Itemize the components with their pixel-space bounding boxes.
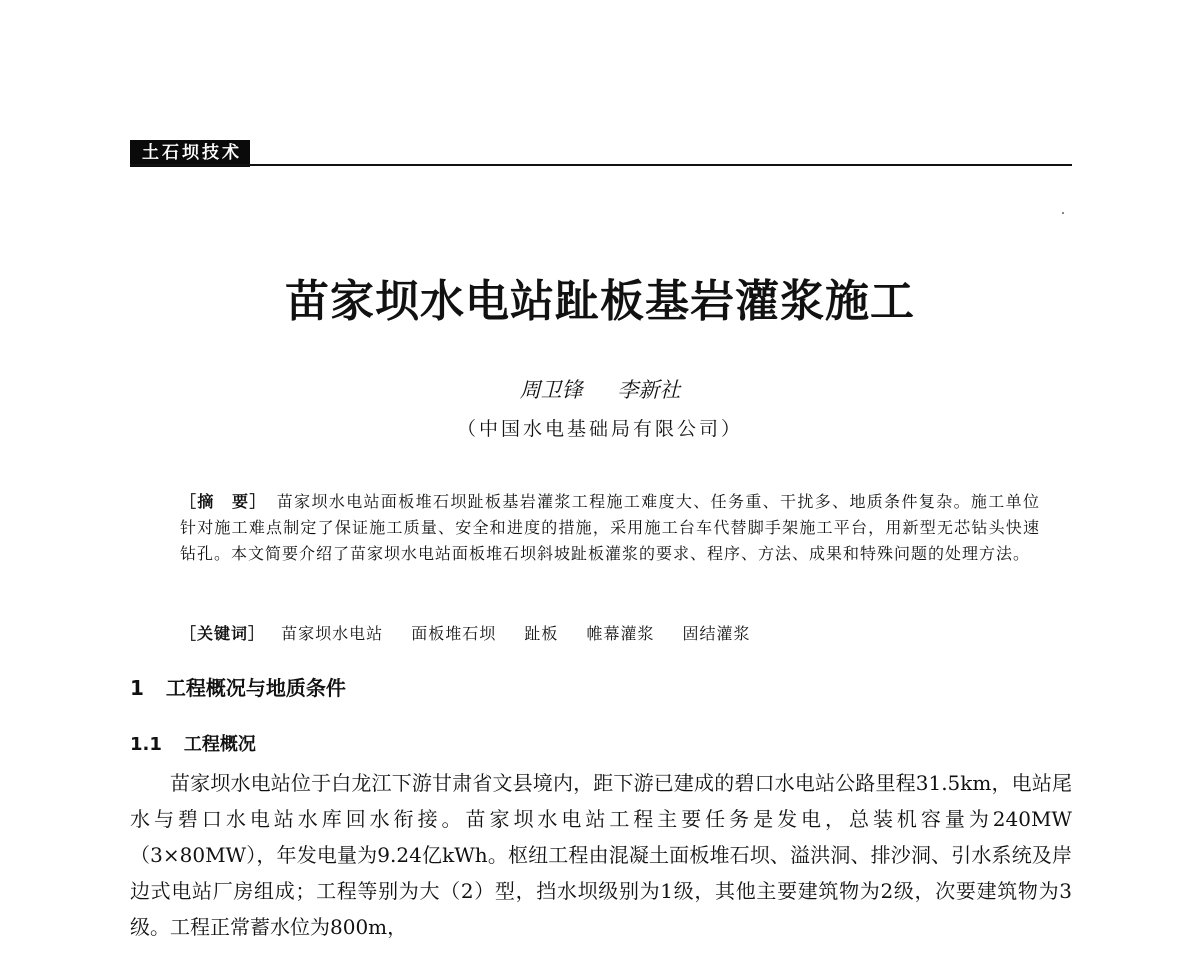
keywords-label: ［关键词］: [180, 624, 266, 643]
section-title: 工程概况与地质条件: [165, 676, 346, 700]
body-paragraph: 苗家坝水电站位于白龙江下游甘肃省文县境内，距下游已建成的碧口水电站公路里程31.5km，电站尾水与碧口水电站水库回水衔接。苗家坝水电站工程主要任务是发电，总装机容量为240MW（3×80MW），年发电量为9.24亿kWh。枢纽工程由混凝土面板堆石坝、溢洪洞、排沙洞、引水系统及岸边式电站厂房组成；工程等别为大（2）型，挡水坝级别为1级，其他主要建筑物为2级，次要建筑物为3级。工程正常蓄水位为800m，: [130, 771, 1072, 939]
keyword: 固结灌浆: [682, 624, 751, 643]
keyword: 面板堆石坝: [411, 624, 497, 643]
authors: [0, 375, 1200, 405]
author-1: 周卫锋: [519, 378, 583, 402]
keyword: 苗家坝水电站: [281, 624, 384, 643]
section-number: 1: [130, 676, 144, 700]
keyword: 趾板: [524, 624, 559, 643]
section-heading: [130, 673, 346, 703]
header-rule: [130, 164, 1072, 166]
scan-artifact: [1062, 212, 1064, 214]
affiliation: （中国水电基础局有限公司）: [456, 418, 743, 440]
article-title: 苗家坝水电站趾板基岩灌浆施工: [285, 276, 915, 327]
subsection-number: 1.1: [130, 734, 162, 755]
keyword: 帷幕灌浆: [586, 624, 655, 643]
section-tag: 土石坝技术: [130, 140, 250, 167]
abstract: [180, 489, 1040, 567]
subsection-title: 工程概况: [183, 734, 256, 755]
subsection-heading: [130, 731, 256, 759]
keywords: [180, 621, 1040, 647]
abstract-text: 苗家坝水电站面板堆石坝趾板基岩灌浆工程施工难度大、任务重、干扰多、地质条件复杂。施工单位针对施工难点制定了保证施工质量、安全和进度的措施，采用施工台车代替脚手架施工平台，用新型无芯钻头快速钻孔。本文简要介绍了苗家坝水电站面板堆石坝斜坡趾板灌浆的要求、程序、方法、成果和特殊问题的处理方法。: [180, 492, 1040, 563]
author-2: 李新社: [617, 378, 681, 402]
abstract-label: ［摘 要］: [180, 492, 267, 511]
